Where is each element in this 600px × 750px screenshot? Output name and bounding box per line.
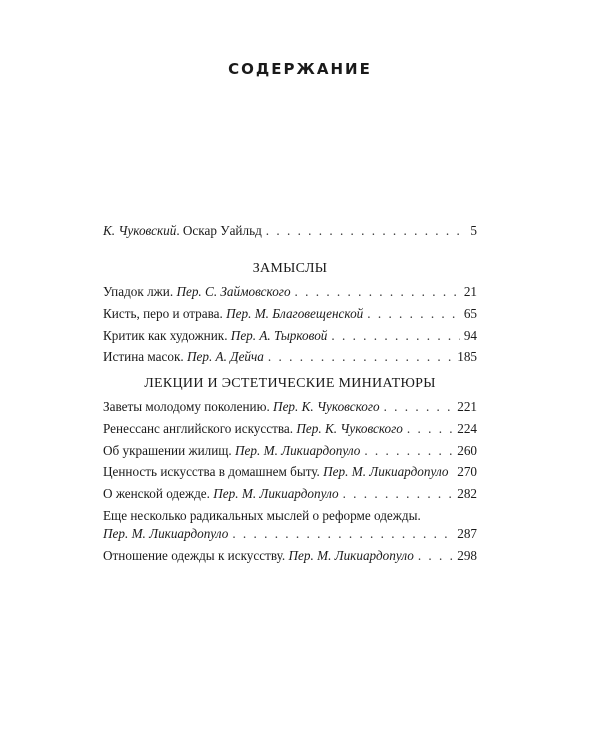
entry-page: 298 [457,548,477,563]
dot-leader [452,463,453,481]
section-heading-zamysly: ЗАМЫСЛЫ [252,261,328,276]
entry-title: Об украшении жилищ. [103,443,236,458]
toc-entry[interactable] [103,398,477,416]
entry-page: 21 [463,284,477,299]
toc-entry[interactable] [103,525,477,543]
toc-entry-title-line[interactable]: Еще несколько радикальных мыслей о реформе одежды. [103,508,421,523]
entry-page: 5 [470,223,477,238]
entry-translator: Пер. М. Ликиардопуло [235,443,361,458]
entry-title: Ценность искусства в домашнем быту. [103,464,324,479]
entry-page: 260 [457,443,477,458]
entry-translator: Пер. М. Ликиардопуло [213,486,339,501]
entry-text [103,398,380,416]
toc-entry-intro[interactable] [103,222,477,240]
entry-title: Отношение одежды к искусству. [103,548,289,563]
entry-page: 282 [457,486,477,501]
entry-page: 224 [457,421,477,436]
entry-title: Критик как художник. [103,328,231,343]
entry-title: Ренессанс английского искусства. [103,421,297,436]
entry-text [103,442,360,460]
entry-title: Упадок лжи. [103,284,177,299]
entry-text [103,485,339,503]
entry-translator: Пер. М. Ликиардопуло [288,548,414,563]
entry-text [103,222,262,240]
entry-page: 65 [463,306,477,321]
entry-page: 221 [457,399,477,414]
entry-title: . Оскар Уайльд [176,223,262,238]
entry-page: 287 [457,526,477,541]
entry-text [103,283,291,301]
entry-text [103,420,403,438]
entry-translator: Пер. К. Чуковского [296,421,403,436]
entry-author: К. Чуковский [103,223,177,238]
dot-leader [407,420,453,438]
entry-translator: Пер. М. Благовещенской [226,306,364,321]
entry-page: 94 [463,328,477,343]
entry-page: 185 [457,349,477,364]
page-title: СОДЕРЖАНИЕ [228,60,372,78]
toc-entry[interactable] [103,283,477,301]
dot-leader [232,525,453,543]
toc-entry[interactable] [103,463,477,481]
entry-translator: Пер. М. Ликиардопуло [103,526,229,541]
dot-leader [295,283,460,301]
dot-leader [384,398,454,416]
dot-leader [268,348,453,366]
entry-translator: Пер. С. Займовского [176,284,291,299]
toc-entry[interactable] [103,547,477,565]
dot-leader [364,442,453,460]
section-heading-lectures: ЛЕКЦИИ И ЭСТЕТИЧЕСКИЕ МИНИАТЮРЫ [144,376,436,391]
entry-translator: Пер. М. Ликиардопуло [323,464,449,479]
dot-leader [331,327,459,345]
toc-entry[interactable] [103,348,477,366]
toc-entry[interactable] [103,327,477,345]
toc-entry[interactable] [103,485,477,503]
toc-entry[interactable] [103,305,477,323]
toc-entry[interactable] [103,420,477,438]
entry-text [103,463,448,481]
entry-text [103,327,327,345]
toc-entry[interactable] [103,442,477,460]
entry-title: Истина масок. [103,349,187,364]
entry-text [103,547,414,565]
dot-leader [343,485,454,503]
entry-text [103,305,363,323]
entry-page: 270 [457,464,477,479]
entry-title: Кисть, перо и отрава. [103,306,227,321]
entry-translator: Пер. К. Чуковского [273,399,380,414]
entry-title: О женской одежде. [103,486,214,501]
dot-leader [266,222,467,240]
dot-leader [367,305,460,323]
entry-translator: Пер. А. Дейча [186,349,264,364]
entry-title: Заветы молодому поколению. [103,399,274,414]
entry-text [103,348,264,366]
entry-translator: Пер. А. Тырковой [230,328,328,343]
dot-leader [418,547,453,565]
